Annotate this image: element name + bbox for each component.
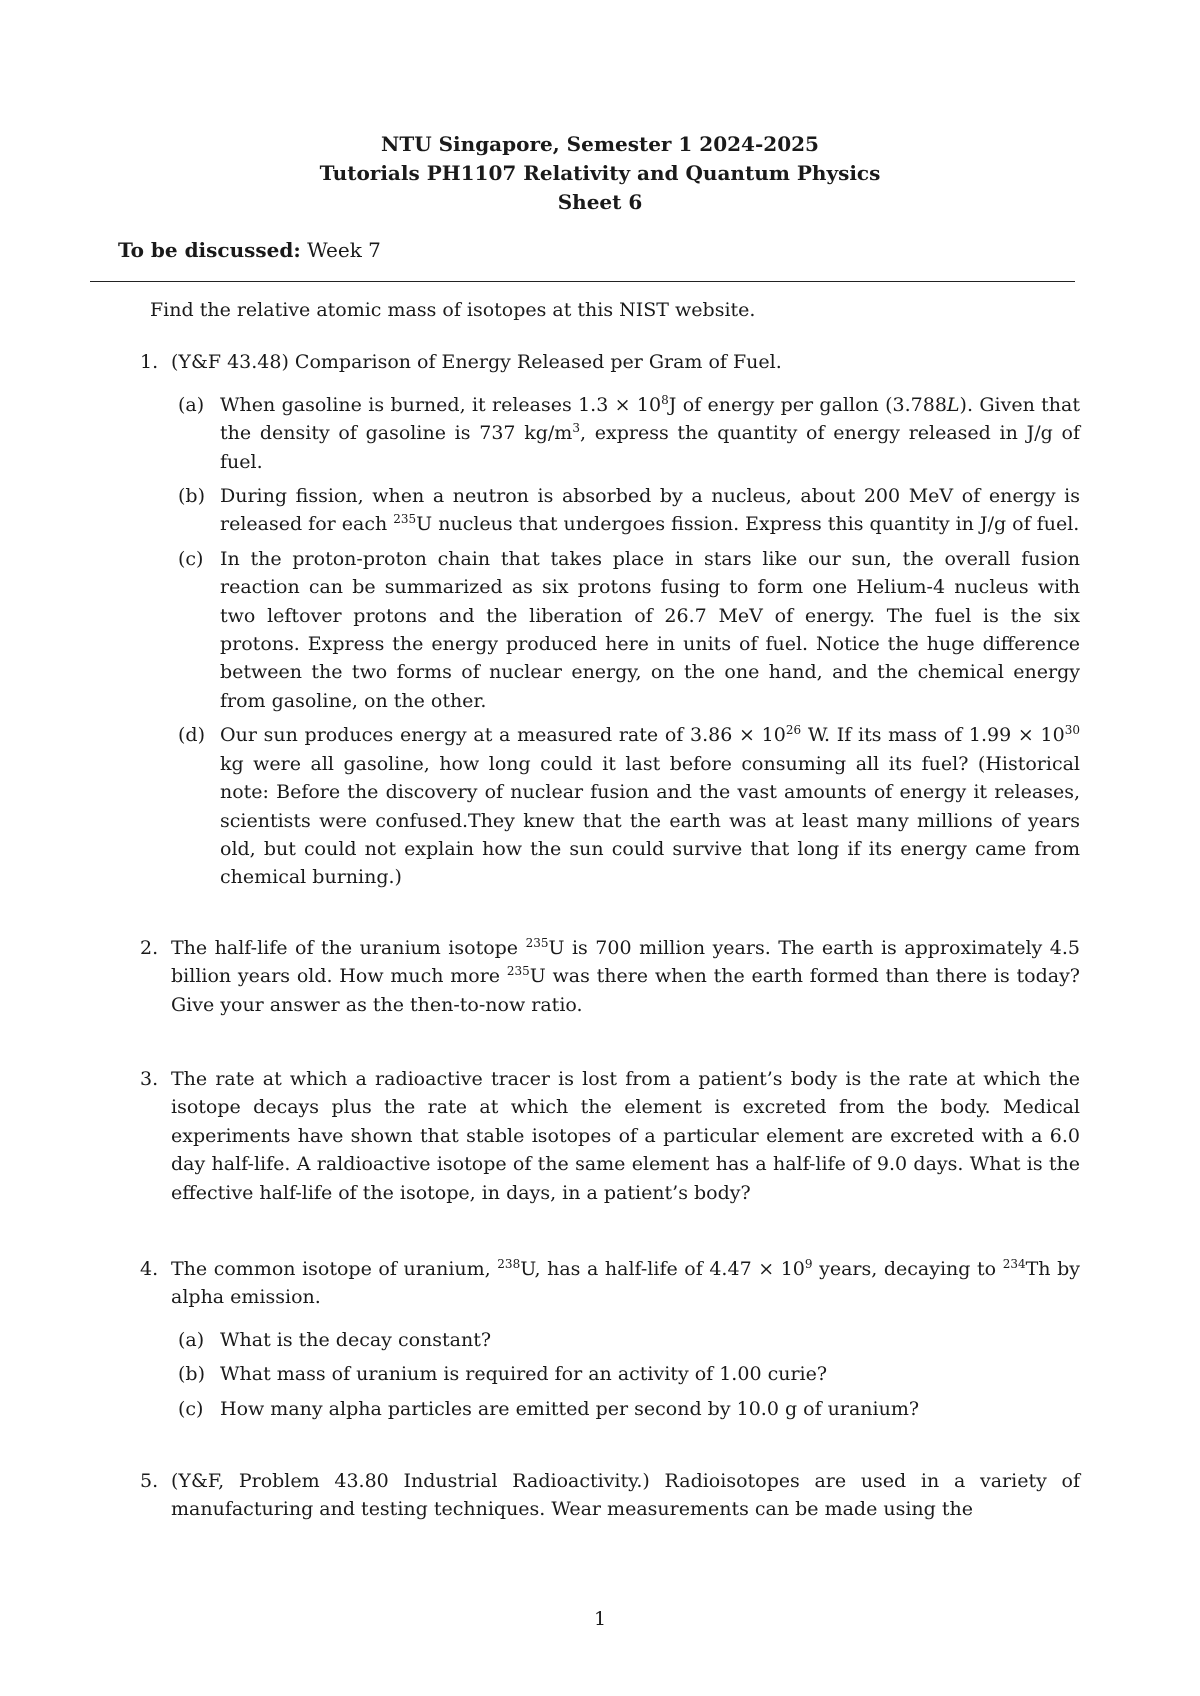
question-5 [118, 1467, 1080, 1524]
question-1b [118, 482, 1080, 539]
question-1a-text: When gasoline is burned, it releases $1.3 \times 10^8J$ of energy per gallon (3.788L). Given that the density of gasoline is 737 $kg/m^3$, express the quantity of energy released in J/g of fuel. [220, 392, 1080, 473]
question-3-text: The rate at which a radioactive tracer is lost from a patient’s body is the rate at which the isotope decays plus the rate at which the element is excreted from the body. Medical experiments have shown that stable isotopes of a particular element are excreted with a 6.0 day half-life. A raldioactive isotope of the same element has a half-life of 9.0 days. What is the effective half-life of the isotope, in days, in a patient’s body? [171, 1067, 1080, 1204]
intro-text: Find the relative atomic mass of isotopes at this NIST website. [150, 299, 756, 321]
subpart-label: (a) [178, 1328, 205, 1351]
discussed-value: Week 7 [300, 238, 381, 262]
question-4b [118, 1360, 1080, 1388]
question-1-title: (Y&F 43.48) Comparison of Energy Released per Gram of Fuel. [171, 351, 782, 374]
subpart-label: (c) [178, 1397, 204, 1420]
question-4-text: The common isotope of uranium, $^{238}$U, has a half-life of $4.47 \times 10^9$ years, decaying to $^{234}$Th by alpha emission. [171, 1256, 1080, 1309]
header-course: Tutorials PH1107 Relativity and Quantum Physics [319, 161, 881, 185]
question-1 [118, 348, 1080, 376]
problem-list [118, 296, 1080, 1524]
question-2-text: The half-life of the uranium isotope $^{235}$U is 700 million years. The earth is approximately 4.5 billion years old. How much more $^{235}$U was there when the earth formed than there is today? Give your answer as the then-to-now ratio. [171, 935, 1080, 1016]
subpart-label: (d) [178, 724, 205, 747]
discussion-week [118, 238, 381, 262]
question-number: 1. [140, 351, 159, 374]
header-university: NTU Singapore, Semester 1 2024-2025 [381, 132, 819, 156]
question-1c-text: In the proton-proton chain that takes place in stars like our sun, the overall fusion reaction can be summarized as six protons fusing to form one Helium-4 nucleus with two leftover protons and the liberation of 26.7 MeV of energy. The fuel is the six protons. Express the energy produced here in units of fuel. Notice the huge difference between the two forms of nuclear energy, on the one hand, and the chemical energy from gasoline, on the other. [220, 547, 1080, 712]
discussed-label: To be discussed: [118, 238, 301, 262]
subpart-label: (c) [178, 547, 204, 570]
header-divider [90, 281, 1075, 282]
question-1d-text: Our sun produces energy at a measured rate of $3.86 \times 10^{26}$ W. If its mass of $1.99 \times 10^{30}$ kg were all gasoline, how long could it last before consuming all its fuel? (Historical note: Before the discovery of nuclear fusion and the vast amounts of energy it releases, scientists were confused.They knew that the earth was at least many millions of years old, but could not explain how the sun could survive that long if its energy came from chemical burning.) [220, 723, 1081, 889]
question-1c [118, 545, 1080, 715]
question-4a-text: What is the decay constant? [220, 1328, 492, 1351]
question-1a [118, 391, 1080, 476]
question-number: 3. [140, 1067, 159, 1090]
question-5-text: (Y&F, Problem 43.80 Industrial Radioactivity.) Radioisotopes are used in a variety of manufacturing and testing techniques. Wear measurements can be made using the [171, 1470, 1080, 1521]
subpart-label: (b) [178, 485, 205, 508]
question-4c-text: How many alpha particles are emitted per second by 10.0 g of uranium? [220, 1397, 920, 1420]
question-number: 5. [140, 1470, 159, 1492]
question-number: 4. [140, 1257, 159, 1280]
question-2 [118, 934, 1080, 1019]
question-1d [118, 721, 1080, 891]
subpart-label: (a) [178, 393, 205, 416]
question-4b-text: What mass of uranium is required for an activity of 1.00 curie? [220, 1363, 828, 1386]
subpart-label: (b) [178, 1363, 205, 1386]
question-4a [118, 1326, 1080, 1354]
question-1b-text: During fission, when a neutron is absorbed by a nucleus, about 200 MeV of energy is released for each $^{235}$U nucleus that undergoes fission. Express this quantity in J/g of fuel. [220, 485, 1080, 536]
question-4 [118, 1255, 1080, 1312]
question-number: 2. [140, 936, 159, 959]
question-3 [118, 1065, 1080, 1207]
page-number: 1 [593, 1608, 607, 1630]
question-4c [118, 1395, 1080, 1423]
header-sheet: Sheet 6 [557, 190, 643, 214]
sheet-header [0, 130, 1200, 217]
